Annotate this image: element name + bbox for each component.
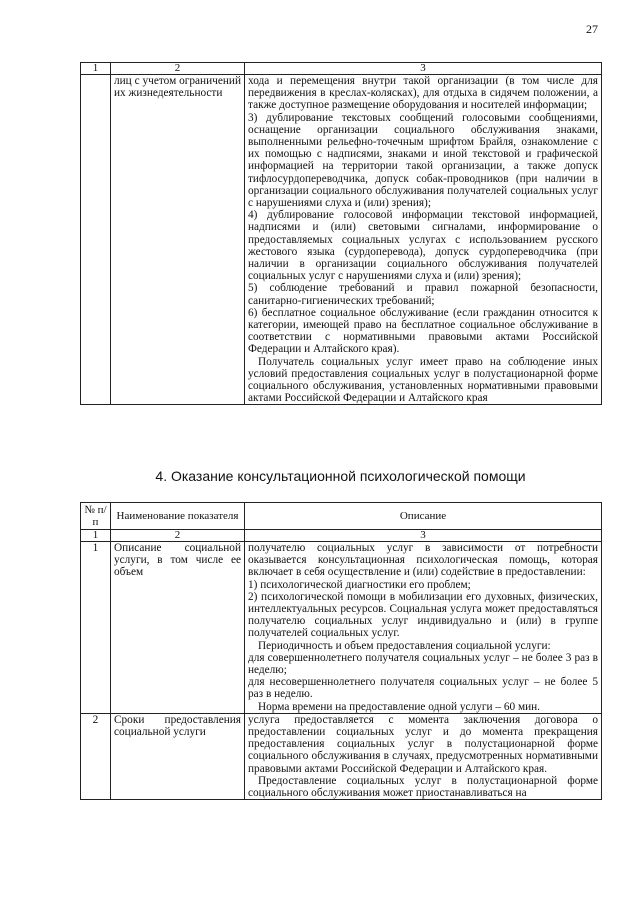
paragraph: 5) соблюдение требований и правил пожарной безопасности, санитарно-гигиенических требований; xyxy=(248,282,598,307)
column-number-row xyxy=(81,530,602,542)
paragraph: 3) дублирование текстовых сообщений голосовыми сообщениями, оснащение организации социального обслуживания знаками, выполненными рельефно-точечным шрифтом Брайля, ознакомление с их помощью с надписями, знаками и иной текстовой и графической информацией на территории такой организации, а также допуск тифлосурдопереводчика, допуск собак-проводников (при наличии в организации социального обслуживания получателей социальных услуг с нарушениями слуха и (или) зрения); xyxy=(248,111,598,210)
conditions-table-continued xyxy=(80,62,602,405)
description-cell xyxy=(245,75,602,405)
row-number: 2 xyxy=(81,713,111,799)
column-number: 2 xyxy=(111,530,245,542)
table-row xyxy=(81,75,602,405)
paragraph: хода и перемещения внутри такой организации (в том числе для передвижения в креслах-колясках), для отдыха в сидячем положении, а также доступное размещение оборудования и носителей информации; xyxy=(248,75,598,112)
indicator-cell: Описание социальной услуги, в том числе ее объем xyxy=(111,542,245,714)
paragraph: 1) психологической диагностики его проблем; xyxy=(248,578,471,591)
paragraph: услуга предоставляется с момента заключения договора о предоставлении социальных услуг и до момента прекращения предоставления социальных услуг в полустационарной форме социального обслуживания в случаях, предусмотренных нормативными правовыми актами Российской Федерации и Алтайского края. xyxy=(248,713,598,775)
column-number: 2 xyxy=(111,63,245,75)
paragraph: Предоставление социальных услуг в полустационарной форме социального обслуживания может приостанавливаться на xyxy=(248,774,598,800)
table-row xyxy=(81,542,602,714)
column-number: 1 xyxy=(81,530,111,542)
paragraph: для совершеннолетнего получателя социальных услуг – не более 3 раз в неделю; xyxy=(248,651,598,677)
header-desc: Описание xyxy=(245,503,602,530)
row-number-cell xyxy=(81,75,111,405)
column-number: 3 xyxy=(245,63,602,75)
paragraph: получателю социальных услуг в зависимости от потребности оказывается консультационная психологическая помощь, которая включает в себя осуществление и (или) содействие в предоставлении: xyxy=(248,542,598,579)
paragraph: для несовершеннолетнего получателя социальных услуг – не более 5 раз в неделю. xyxy=(248,676,598,701)
page-number: 27 xyxy=(586,22,598,36)
paragraph: Получатель социальных услуг имеет право на соблюдение иных условий предоставления социальных услуг в полустационарной форме социального обслуживания, установленных нормативными правовыми актами Российской Федерации и Алтайского края xyxy=(248,355,598,405)
description-cell xyxy=(245,713,602,799)
paragraph: 4) дублирование голосовой информации текстовой информацией, надписями и (или) световыми сигналами, информирование о предоставляемых социальных услугах с использованием русского жестового языка (сурдоперевода), допуск сурдопереводчика (при наличии в организации социального обслуживания получателей социальных услуг с нарушениями слуха и (или) зрения); xyxy=(248,209,598,283)
column-number: 3 xyxy=(245,530,602,542)
header-row xyxy=(81,503,602,530)
psychological-help-table xyxy=(80,502,602,800)
indicator-cell: лиц с учетом ограничений их жизнедеятельности xyxy=(111,75,245,405)
column-number-row xyxy=(81,63,602,75)
paragraph: Норма времени на предоставление одной услуги – 60 мин. xyxy=(258,700,541,713)
table-row xyxy=(81,713,602,799)
paragraph: 6) бесплатное социальное обслуживание (если гражданин относится к категории, имеющей право на бесплатное социальное обслуживание в соответствии с нормативными правовыми актами Российской Федерации и Алтайского края). xyxy=(248,306,598,356)
indicator-cell: Сроки предоставления социальной услуги xyxy=(111,713,245,799)
section-heading: 4. Оказание консультационной психологической помощи xyxy=(155,468,526,484)
description-cell xyxy=(245,542,602,714)
paragraph: 2) психологической помощи в мобилизации его духовных, физических, интеллектуальных ресурсов. Социальная услуга может предоставляться получателю социальных услуг индивидуально и (или) в группе получателей социальных услуг. xyxy=(248,590,598,640)
header-name: Наименование показателя xyxy=(111,503,245,530)
row-number: 1 xyxy=(81,542,111,714)
paragraph: Периодичность и объем предоставления социальной услуги: xyxy=(258,639,551,652)
column-number: 1 xyxy=(81,63,111,75)
header-num: № п/п xyxy=(81,503,111,530)
